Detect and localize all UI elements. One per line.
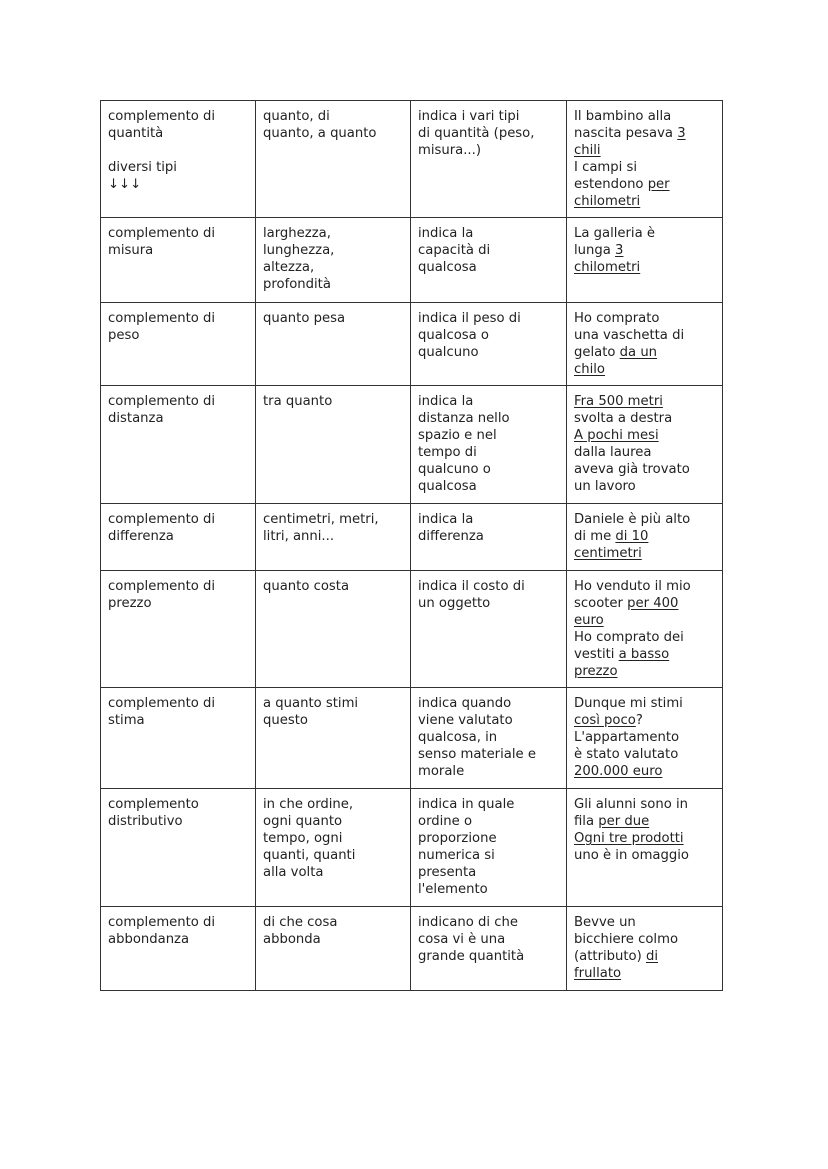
cell-line: Dunque mi stimi [574, 696, 683, 711]
cell-line: qualcosa, in [418, 730, 498, 745]
cell-line: lunghezza, [263, 243, 335, 258]
cell-line: prezzo [108, 596, 152, 611]
cell-line: viene valutato [418, 713, 513, 728]
table-row [101, 907, 723, 991]
cell-line: Ho comprato dei [574, 630, 684, 645]
highlighted-complement: A pochi mesi [574, 428, 659, 443]
description-cell [411, 218, 567, 303]
highlighted-complement: chili [574, 143, 601, 158]
text-segment: di me [574, 529, 616, 544]
text-segment: vestiti [574, 647, 619, 662]
cell-line: distributivo [108, 814, 183, 829]
cell-line: tempo di [418, 445, 477, 460]
highlighted-complement: centimetri [574, 546, 642, 561]
cell-line: Ho venduto il mio [574, 579, 691, 594]
highlighted-complement: a basso [618, 647, 670, 662]
description-cell [411, 907, 567, 991]
cell-line: distanza [108, 411, 164, 426]
cell-line: spazio e nel [418, 428, 497, 443]
cell-line: indica in quale [418, 797, 515, 812]
cell-line: qualcosa [418, 260, 477, 275]
cell-line: quanti, quanti [263, 848, 356, 863]
table-row [101, 571, 723, 688]
cell-line: quanto costa [263, 579, 350, 594]
cell-line: capacità di [418, 243, 491, 258]
highlighted-complement: Ogni tre prodotti [574, 831, 684, 846]
example-cell [567, 504, 723, 571]
description-cell [411, 303, 567, 386]
cell-line: peso [108, 328, 140, 343]
cell-line: dalla laurea [574, 445, 652, 460]
cell-line: Gli alunni sono in [574, 797, 688, 812]
cell-line [574, 763, 718, 780]
example-cell [567, 907, 723, 991]
cell-line: distanza nello [418, 411, 510, 426]
complements-table [100, 100, 723, 991]
cell-line: litri, anni... [263, 529, 335, 544]
cell-line [574, 427, 718, 444]
cell-line: senso materiale e [418, 747, 536, 762]
cell-line: questo [263, 713, 308, 728]
text-segment: fila [574, 814, 599, 829]
cell-line [574, 361, 718, 378]
text-segment: nascita pesava [574, 126, 678, 141]
question-cell [256, 101, 411, 218]
cell-line: diversi tipi [108, 160, 177, 175]
complement-name-cell [101, 571, 256, 688]
question-cell [256, 218, 411, 303]
cell-line: abbonda [263, 932, 321, 947]
table-row [101, 688, 723, 789]
cell-line: larghezza, [263, 226, 331, 241]
cell-line: complemento di [108, 109, 216, 124]
example-cell [567, 101, 723, 218]
complement-name-cell [101, 789, 256, 907]
question-cell [256, 571, 411, 688]
cell-line: un oggetto [418, 596, 491, 611]
cell-line [574, 830, 718, 847]
complement-name-cell [101, 303, 256, 386]
complement-name-cell [101, 386, 256, 504]
cell-line: numerica si [418, 848, 495, 863]
description-cell [411, 789, 567, 907]
highlighted-complement: frullato [574, 966, 622, 981]
cell-line: morale [418, 764, 465, 779]
cell-line [574, 193, 718, 210]
text-segment: ? [635, 713, 643, 728]
example-cell [567, 303, 723, 386]
highlighted-complement: chilometri [574, 194, 641, 209]
cell-line [574, 344, 718, 361]
highlighted-complement: 200.000 euro [574, 764, 663, 779]
cell-line [574, 595, 718, 612]
cell-line: un lavoro [574, 479, 636, 494]
question-cell [256, 386, 411, 504]
cell-line: quanto, di [263, 109, 330, 124]
question-cell [256, 688, 411, 789]
highlighted-complement: 3 [615, 243, 624, 258]
cell-line: indica il costo di [418, 579, 525, 594]
cell-line [574, 176, 718, 193]
table-row [101, 303, 723, 386]
cell-line: alla volta [263, 865, 324, 880]
cell-line: L'appartamento [574, 730, 680, 745]
cell-line [574, 545, 718, 562]
cell-line: qualcosa [418, 479, 477, 494]
highlighted-complement: così poco [574, 713, 636, 728]
cell-line: tra quanto [263, 394, 333, 409]
text-segment: lunga [574, 243, 616, 258]
cell-line: qualcuno o [418, 462, 491, 477]
highlighted-complement: prezzo [574, 664, 618, 679]
cell-line: centimetri, metri, [263, 512, 379, 527]
cell-line [574, 125, 718, 142]
description-cell [411, 386, 567, 504]
cell-line: una vaschetta di [574, 328, 685, 343]
table-row [101, 101, 723, 218]
complement-name-cell [101, 907, 256, 991]
table-row [101, 218, 723, 303]
cell-line: presenta [418, 865, 477, 880]
cell-line: quantità [108, 126, 164, 141]
cell-line: Ho comprato [574, 311, 660, 326]
cell-line: Bevve un [574, 915, 636, 930]
cell-line: stima [108, 713, 145, 728]
highlighted-complement: per due [598, 814, 650, 829]
cell-line: indica la [418, 512, 474, 527]
highlighted-complement: Fra 500 metri [574, 394, 663, 409]
highlighted-complement: chilometri [574, 260, 641, 275]
cell-line: abbondanza [108, 932, 190, 947]
cell-line: indica la [418, 394, 474, 409]
cell-line: ↓↓↓ [108, 177, 142, 192]
cell-line: l'elemento [418, 882, 488, 897]
cell-line [574, 612, 718, 629]
cell-line: profondità [263, 277, 331, 292]
cell-line: indica la [418, 226, 474, 241]
complement-name-cell [101, 688, 256, 789]
highlighted-complement: di [645, 949, 659, 964]
cell-line: tempo, ogni [263, 831, 343, 846]
cell-line: uno è in omaggio [574, 848, 689, 863]
cell-line [574, 142, 718, 159]
cell-line: qualcuno [418, 345, 479, 360]
cell-line [574, 813, 718, 830]
cell-line: Il bambino alla [574, 109, 672, 124]
cell-line [574, 646, 718, 663]
question-cell [256, 789, 411, 907]
cell-line: in che ordine, [263, 797, 354, 812]
cell-line: indica il peso di [418, 311, 521, 326]
cell-line: complemento di [108, 311, 216, 326]
cell-line: misura...) [418, 143, 481, 158]
cell-line: aveva già trovato [574, 462, 690, 477]
cell-line [574, 712, 718, 729]
cell-line: bicchiere colmo [574, 932, 679, 947]
text-segment: estendono [574, 177, 648, 192]
cell-line: a quanto stimi [263, 696, 359, 711]
cell-line: complemento di [108, 579, 216, 594]
cell-line: differenza [418, 529, 484, 544]
example-cell [567, 571, 723, 688]
cell-line: I campi si [574, 160, 638, 175]
question-cell [256, 303, 411, 386]
highlighted-complement: di 10 [615, 529, 649, 544]
description-cell [411, 688, 567, 789]
text-segment: scooter [574, 596, 628, 611]
cell-line: proporzione [418, 831, 497, 846]
cell-line: complemento [108, 797, 199, 812]
description-cell [411, 504, 567, 571]
cell-line: ordine o [418, 814, 473, 829]
cell-line: svolta a destra [574, 411, 673, 426]
highlighted-complement: da un [619, 345, 658, 360]
cell-line: qualcosa o [418, 328, 490, 343]
description-cell [411, 571, 567, 688]
table-row [101, 386, 723, 504]
cell-line [574, 242, 718, 259]
example-cell [567, 218, 723, 303]
text-segment: (attributo) [574, 949, 646, 964]
cell-line: indica i vari tipi [418, 109, 520, 124]
question-cell [256, 907, 411, 991]
cell-line: di che cosa [263, 915, 338, 930]
cell-line: complemento di [108, 915, 216, 930]
cell-line [574, 663, 718, 680]
table-row [101, 504, 723, 571]
question-cell [256, 504, 411, 571]
cell-line [574, 948, 718, 965]
cell-line: quanto, a quanto [263, 126, 377, 141]
cell-line: differenza [108, 529, 174, 544]
table-row [101, 789, 723, 907]
cell-line: La galleria è [574, 226, 655, 241]
cell-line: indicano di che [418, 915, 518, 930]
cell-line: ogni quanto [263, 814, 343, 829]
cell-line [574, 259, 718, 276]
cell-line [574, 528, 718, 545]
example-cell [567, 688, 723, 789]
highlighted-complement: 3 [677, 126, 686, 141]
example-cell [567, 386, 723, 504]
complement-name-cell [101, 101, 256, 218]
cell-line [574, 965, 718, 982]
cell-line: è stato valutato [574, 747, 679, 762]
highlighted-complement: chilo [574, 362, 606, 377]
highlighted-complement: per 400 [627, 596, 679, 611]
highlighted-complement: per [647, 177, 670, 192]
cell-line: complemento di [108, 226, 216, 241]
cell-line: complemento di [108, 512, 216, 527]
cell-line: di quantità (peso, [418, 126, 535, 141]
description-cell [411, 101, 567, 218]
cell-line: grande quantità [418, 949, 525, 964]
cell-line: indica quando [418, 696, 512, 711]
cell-line: misura [108, 243, 154, 258]
complement-name-cell [101, 504, 256, 571]
cell-line: quanto pesa [263, 311, 346, 326]
complement-name-cell [101, 218, 256, 303]
example-cell [567, 789, 723, 907]
text-segment: gelato [574, 345, 620, 360]
cell-line: altezza, [263, 260, 315, 275]
cell-line: complemento di [108, 696, 216, 711]
highlighted-complement: euro [574, 613, 604, 628]
cell-line: Daniele è più alto [574, 512, 691, 527]
cell-line [108, 142, 251, 159]
cell-line: cosa vi è una [418, 932, 506, 947]
cell-line: complemento di [108, 394, 216, 409]
cell-line [574, 393, 718, 410]
